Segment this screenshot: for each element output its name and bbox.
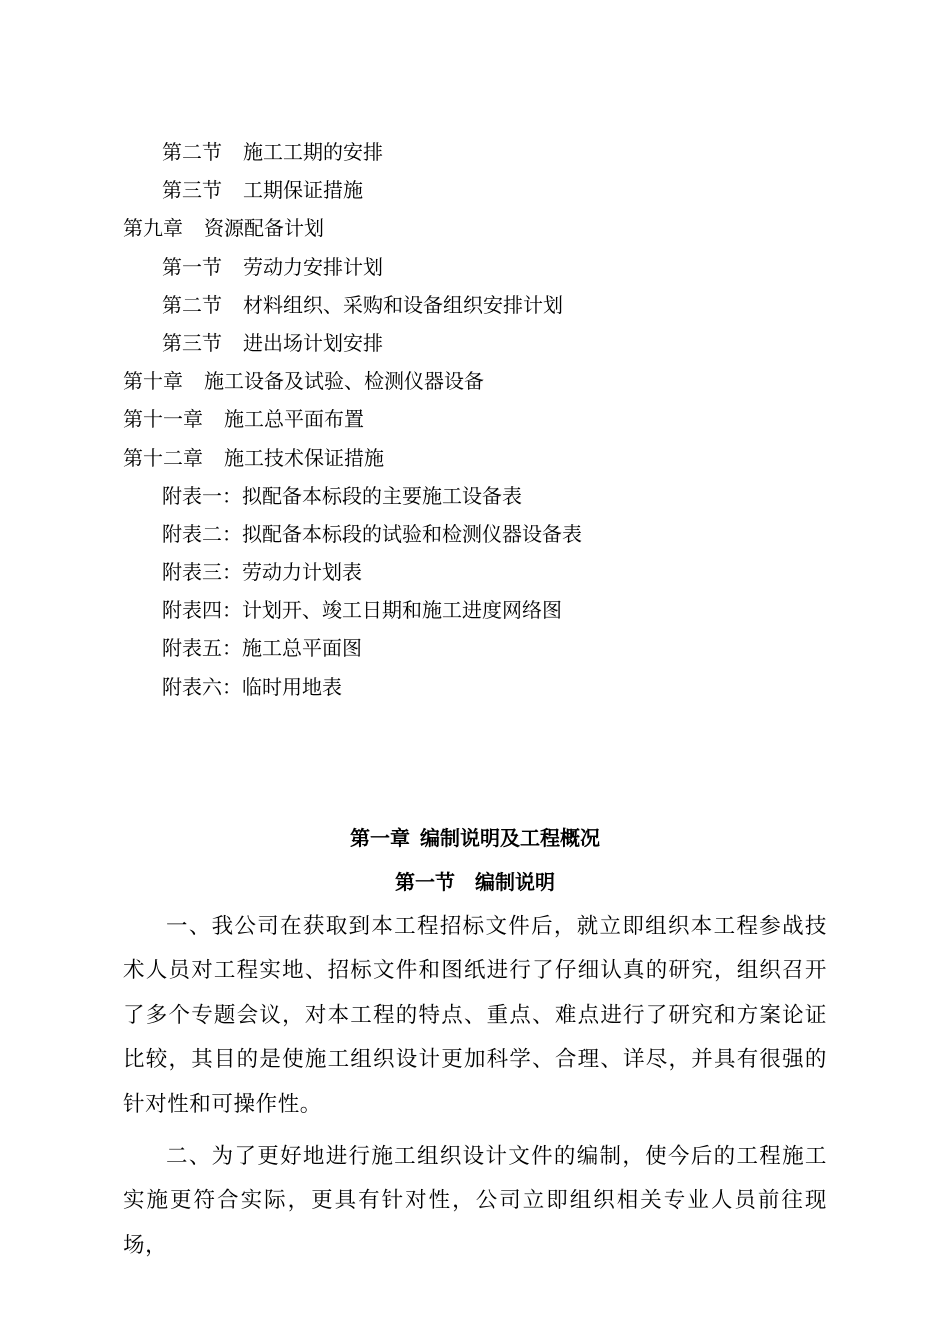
toc-entry-title: 拟配备本标段的试验和检测仪器设备表 (242, 521, 582, 546)
toc-entry-title: 施工设备及试验、检测仪器设备 (204, 369, 484, 394)
chapter-heading-title: 编制说明及工程概况 (420, 826, 600, 850)
toc-entry-title: 资源配备计划 (204, 216, 324, 241)
table-of-contents (0, 133, 950, 706)
toc-entry (0, 324, 950, 362)
section-heading-number: 第一节 (395, 870, 455, 894)
toc-entry-title: 材料组织、采购和设备组织安排计划 (243, 292, 563, 317)
toc-entry (0, 629, 950, 667)
section-heading-title: 编制说明 (475, 870, 555, 894)
paragraph: 一、我公司在获取到本工程招标文件后，就立即组织本工程参战技术人员对工程实地、招标文件和图纸进行了仔细认真的研究，组织召开了多个专题会议，对本工程的特点、重点、难点进行了研究和方案论证比较，其目的是使施工组织设计更加科学、合理、详尽，并具有很强的针对性和可操作性。 (123, 914, 827, 1117)
paragraph: 二、为了更好地进行施工组织设计文件的编制，使今后的工程施工实施更符合实际，更具有针对性，公司立即组织相关专业人员前往现场， (123, 1144, 827, 1258)
toc-entry-title: 工期保证措施 (243, 178, 363, 203)
toc-entry (0, 400, 950, 438)
toc-entry-number: 附表一： (162, 483, 242, 508)
toc-entry (0, 591, 950, 629)
toc-entry-number: 第十一章 (123, 407, 203, 432)
toc-entry-title: 劳动力计划表 (242, 560, 362, 585)
toc-entry (0, 248, 950, 286)
chapter-heading (0, 824, 950, 852)
toc-entry-number: 第三节 (162, 178, 222, 203)
toc-entry (0, 553, 950, 591)
toc-entry (0, 286, 950, 324)
toc-entry-title: 施工总平面布置 (224, 407, 364, 432)
toc-entry-number: 第三节 (162, 330, 222, 355)
toc-entry-number: 附表五： (162, 636, 242, 661)
toc-entry-number: 第一节 (162, 254, 222, 279)
toc-entry (0, 668, 950, 706)
toc-entry (0, 477, 950, 515)
toc-entry (0, 209, 950, 247)
chapter-heading-number: 第一章 (350, 826, 410, 850)
toc-entry (0, 133, 950, 171)
toc-entry-number: 第十章 (123, 369, 183, 394)
toc-entry (0, 171, 950, 209)
toc-entry-number: 附表二： (162, 521, 242, 546)
toc-entry-number: 第九章 (123, 216, 183, 241)
body-text (123, 905, 827, 1268)
section-heading (0, 868, 950, 896)
toc-entry-title: 施工技术保证措施 (224, 445, 384, 470)
toc-entry-title: 拟配备本标段的主要施工设备表 (242, 483, 522, 508)
toc-entry-title: 施工工期的安排 (243, 140, 383, 164)
toc-entry-title: 临时用地表 (242, 674, 342, 699)
toc-entry-number: 第二节 (162, 292, 222, 317)
toc-entry-number: 第二节 (162, 140, 222, 164)
toc-entry-title: 劳动力安排计划 (243, 254, 383, 279)
toc-entry-title: 计划开、竣工日期和施工进度网络图 (242, 598, 562, 623)
toc-entry (0, 439, 950, 477)
toc-entry-number: 附表四： (162, 598, 242, 623)
toc-entry-title: 进出场计划安排 (243, 330, 383, 355)
toc-entry-number: 附表六： (162, 674, 242, 699)
toc-entry-number: 第十二章 (123, 445, 203, 470)
toc-entry (0, 362, 950, 400)
toc-entry (0, 515, 950, 553)
toc-entry-number: 附表三： (162, 560, 242, 585)
toc-entry-title: 施工总平面图 (242, 636, 362, 661)
